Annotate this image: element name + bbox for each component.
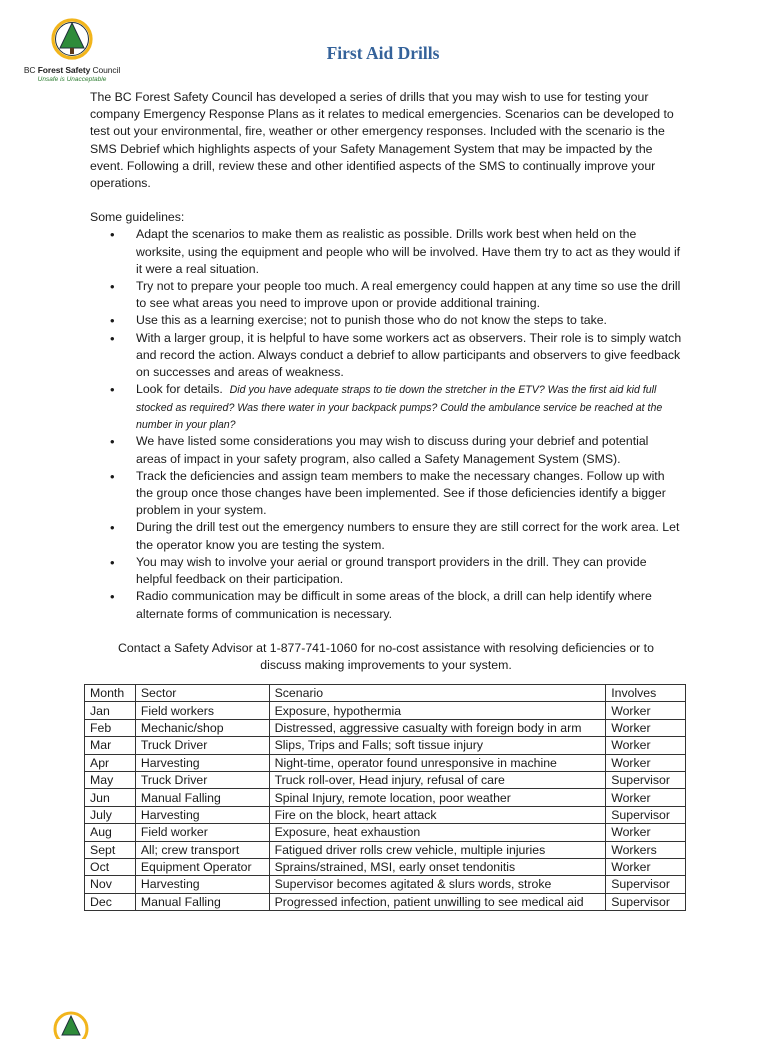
cell-sector: Mechanic/shop xyxy=(135,719,269,736)
org-name: BC Forest Safety Council xyxy=(23,65,121,75)
bullet-icon: • xyxy=(110,520,115,536)
column-header-scenario: Scenario xyxy=(269,685,606,702)
cell-month: May xyxy=(85,771,136,788)
guideline-item: • We have listed some considerations you may wish to discuss during your debrief and potential areas of impact in your safety program, also called a Safety Management System (SMS). xyxy=(110,434,649,466)
cell-involves: Worker xyxy=(606,824,686,841)
table-row xyxy=(85,771,686,788)
guideline-item: • Adapt the scenarios to make them as realistic as possible. Drills work best when held on the worksite, using the equipment and people who will be involved. Have them try to act as they would if it were a real situation. xyxy=(110,227,681,276)
cell-involves: Worker xyxy=(606,754,686,771)
guideline-item: • With a larger group, it is helpful to have some workers act as observers. Their role is to simply watch and record the action. Always conduct a debrief to allow participants and observers to give feedback on successes and areas of weakness. xyxy=(110,330,682,380)
cell-involves: Supervisor xyxy=(606,876,686,893)
cell-month: Jan xyxy=(85,702,136,719)
drill-schedule-table xyxy=(84,684,686,911)
table-row xyxy=(85,806,686,823)
cell-sector: Truck Driver xyxy=(135,771,269,788)
table-row xyxy=(85,893,686,910)
cell-scenario: Night-time, operator found unresponsive in machine xyxy=(269,754,606,771)
guideline-item: • During the drill test out the emergency numbers to ensure they are still correct for the work area. Let the operator know you are testing the system. xyxy=(110,520,680,552)
cell-involves: Worker xyxy=(606,737,686,754)
cell-scenario: Sprains/strained, MSI, early onset tendonitis xyxy=(269,858,606,875)
cell-month: Jun xyxy=(85,789,136,806)
cell-month: July xyxy=(85,806,136,823)
cell-month: Feb xyxy=(85,719,136,736)
table-row xyxy=(85,754,686,771)
cell-scenario: Exposure, hypothermia xyxy=(269,702,606,719)
bullet-icon: • xyxy=(110,589,115,605)
cell-sector: Manual Falling xyxy=(135,893,269,910)
column-header-month: Month xyxy=(85,685,136,702)
cell-sector: Field worker xyxy=(135,824,269,841)
cell-sector: Harvesting xyxy=(135,806,269,823)
table-row xyxy=(85,702,686,719)
cell-scenario: Exposure, heat exhaustion xyxy=(269,824,606,841)
cell-month: Dec xyxy=(85,893,136,910)
cell-sector: Truck Driver xyxy=(135,737,269,754)
guidelines-heading: Some guidelines: xyxy=(90,210,185,225)
guideline-item-details: • Look for details. Did you have adequate straps to tie down the stretcher in the ETV? Was the first aid kid full stocked as required? Was there water in your backpack pumps? Could the ambulance service be reached at the number in your plan? xyxy=(110,382,663,432)
guideline-item: • Track the deficiencies and assign team members to make the necessary changes. Follow up with the group once those changes have been implemented. See if those deficiencies identify a bigger problem in your system. xyxy=(110,468,666,518)
cell-sector: Equipment Operator xyxy=(135,858,269,875)
cell-scenario: Slips, Trips and Falls; soft tissue injury xyxy=(269,737,606,754)
bullet-icon: • xyxy=(110,468,115,484)
bullet-icon: • xyxy=(110,313,115,329)
table-row xyxy=(85,876,686,893)
cell-month: Aug xyxy=(85,824,136,841)
cell-scenario: Fire on the block, heart attack xyxy=(269,806,606,823)
bullet-icon: • xyxy=(110,227,115,243)
cell-sector: Harvesting xyxy=(135,876,269,893)
cell-sector: Manual Falling xyxy=(135,789,269,806)
table-row xyxy=(85,858,686,875)
document-body xyxy=(90,89,682,674)
cell-involves: Workers xyxy=(606,841,686,858)
table-row xyxy=(85,824,686,841)
guideline-item: • Radio communication may be difficult in some areas of the block, a drill can help identify where alternate forms of communication is necessary. xyxy=(110,589,652,621)
cell-month: Nov xyxy=(85,876,136,893)
org-tagline: Unsafe is Unacceptable xyxy=(37,76,107,83)
table-row xyxy=(85,789,686,806)
bullet-icon: • xyxy=(110,382,115,398)
guideline-item: • Use this as a learning exercise; not to punish those who do not know the steps to take. xyxy=(110,313,607,329)
cell-month: Oct xyxy=(85,858,136,875)
tree-logo-footer-icon xyxy=(51,1009,91,1039)
column-header-sector: Sector xyxy=(135,685,269,702)
cell-sector: Field workers xyxy=(135,702,269,719)
cell-scenario: Supervisor becomes agitated & slurs words, stroke xyxy=(269,876,606,893)
bullet-icon: • xyxy=(110,434,115,450)
page-title: First Aid Drills xyxy=(326,43,440,63)
cell-involves: Worker xyxy=(606,702,686,719)
guideline-item: • Try not to prepare your people too much. A real emergency could happen at any time so use the drill to see what areas you need to improve upon or provide additional training. xyxy=(110,279,681,311)
cell-month: Sept xyxy=(85,841,136,858)
column-header-involves: Involves xyxy=(606,685,686,702)
cell-sector: All; crew transport xyxy=(135,841,269,858)
contact-paragraph: Contact a Safety Advisor at 1-877-741-1060 for no-cost assistance with resolving deficiencies or to discuss making improvements to your system. xyxy=(118,640,654,672)
cell-scenario: Distressed, aggressive casualty with foreign body in arm xyxy=(269,719,606,736)
cell-month: Apr xyxy=(85,754,136,771)
table-row xyxy=(85,841,686,858)
cell-scenario: Truck roll-over, Head injury, refusal of care xyxy=(269,771,606,788)
table-header-row xyxy=(85,685,686,702)
cell-involves: Worker xyxy=(606,789,686,806)
bullet-icon: • xyxy=(110,554,115,570)
cell-scenario: Progressed infection, patient unwilling to see medical aid xyxy=(269,893,606,910)
cell-involves: Worker xyxy=(606,719,686,736)
bullet-icon: • xyxy=(110,330,115,346)
bcfsc-logo xyxy=(20,12,124,82)
cell-involves: Worker xyxy=(606,858,686,875)
cell-month: Mar xyxy=(85,737,136,754)
details-note: Did you have adequate straps to tie down the stretcher in the ETV? Was the first aid kid full stocked as required? Was there water in your backpack pumps? Could the ambulance service be reached at the number in your plan? xyxy=(136,384,663,432)
table-row xyxy=(85,719,686,736)
cell-sector: Harvesting xyxy=(135,754,269,771)
bullet-icon: • xyxy=(110,279,115,295)
cell-involves: Supervisor xyxy=(606,771,686,788)
cell-scenario: Spinal Injury, remote location, poor weather xyxy=(269,789,606,806)
tree-logo-icon xyxy=(51,18,93,60)
cell-involves: Supervisor xyxy=(606,893,686,910)
guidelines-list xyxy=(90,226,682,622)
cell-involves: Supervisor xyxy=(606,806,686,823)
cell-scenario: Fatigued driver rolls crew vehicle, multiple injuries xyxy=(269,841,606,858)
table-body xyxy=(85,702,686,911)
guideline-item: • You may wish to involve your aerial or ground transport providers in the drill. They can provide helpful feedback on their participation. xyxy=(110,554,647,587)
intro-paragraph: The BC Forest Safety Council has developed a series of drills that you may wish to use for testing your company Emergency Response Plans as it relates to medical emergencies. Scenarios can be developed to test out your environmental, fire, weather or other emergency responses. Included with the scenario is the SMS Debrief which highlights aspects of your Safety Management System that may be impacted by the event. Following a drill, review these and other identified aspects of the SMS to continually improve your operations. xyxy=(90,90,674,191)
table-row xyxy=(85,737,686,754)
